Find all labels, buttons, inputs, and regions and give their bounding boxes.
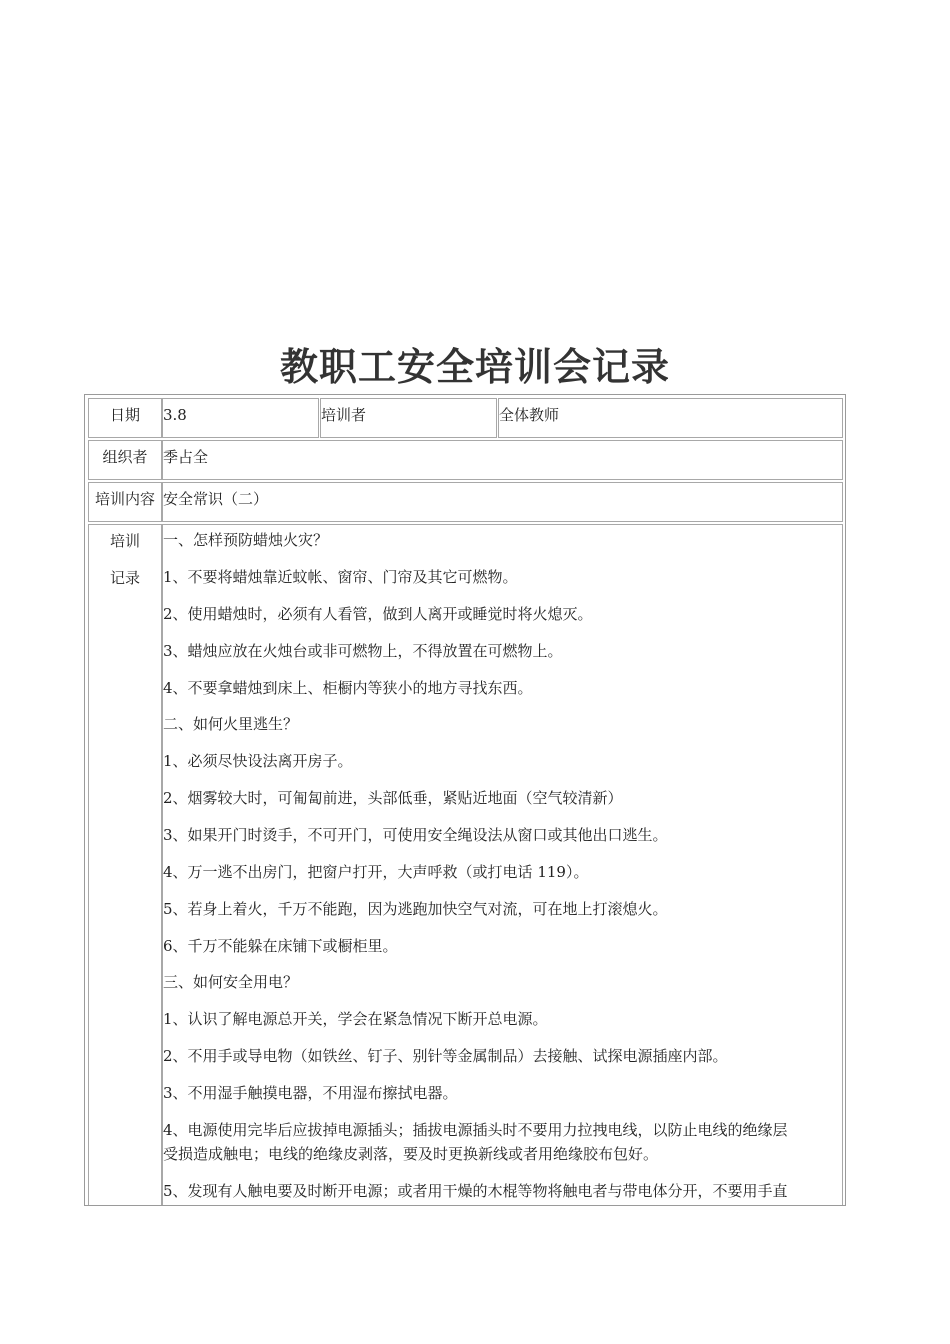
record-line: 二、如何火里逃生？ (163, 715, 299, 733)
trainer-value-cell (498, 398, 843, 438)
record-line: 6、千万不能躲在床铺下或橱柜里。 (163, 937, 398, 955)
record-line: 3、不用湿手触摸电器，不用湿布擦拭电器。 (163, 1084, 458, 1102)
record-line: 2、烟雾较大时，可匍匐前进，头部低垂，紧贴近地面（空气较清新） (163, 789, 623, 807)
organizer-value-cell (162, 440, 843, 480)
record-line: 三、如何安全用电？ (163, 973, 299, 991)
record-line: 1、必须尽快设法离开房子。 (163, 752, 353, 770)
page-title: 教职工安全培训会记录 (279, 344, 670, 389)
record-line: 1、认识了解电源总开关，学会在紧急情况下断开总电源。 (163, 1010, 548, 1028)
content-label-cell (88, 482, 162, 522)
record-line: 4、万一逃不出房门，把窗户打开，大声呼救（或打电话 119）。 (163, 863, 589, 881)
record-line: 1、不要将蜡烛靠近蚊帐、窗帘、门帘及其它可燃物。 (163, 568, 518, 586)
record-line: 2、使用蜡烛时，必须有人看管，做到人离开或睡觉时将火熄灭。 (163, 605, 593, 623)
trainer-value: 全体教师 (499, 406, 560, 424)
record-line: 3、蜡烛应放在火烛台或非可燃物上，不得放置在可燃物上。 (163, 642, 563, 660)
trainer-label-cell (320, 398, 497, 438)
organizer-value: 季占全 (163, 448, 209, 466)
training-record-table (84, 394, 846, 1206)
record-line: 4、不要拿蜡烛到床上、柜橱内等狭小的地方寻找东西。 (163, 679, 533, 697)
record-label-cell (88, 524, 162, 1206)
organizer-label: 组织者 (102, 448, 148, 466)
content-value-cell (162, 482, 843, 522)
record-line: 2、不用手或导电物（如铁丝、钉子、别针等金属制品）去接触、试探电源插座内部。 (163, 1047, 728, 1065)
record-line: 4、电源使用完毕后应拔掉电源插头；插拔电源插头时不要用力拉拽电线，以防止电线的绝缘层 (163, 1121, 788, 1139)
content-label: 培训内容 (94, 490, 155, 508)
record-label-line2: 记录 (109, 569, 140, 587)
trainer-label: 培训者 (321, 406, 367, 424)
date-label: 日期 (109, 406, 140, 424)
date-value: 3.8 (163, 406, 187, 424)
record-line: 5、发现有人触电要及时断开电源；或者用干燥的木棍等物将触电者与带电体分开，不要用手直 (163, 1182, 788, 1200)
record-line: 3、如果开门时烫手，不可开门，可使用安全绳设法从窗口或其他出口逃生。 (163, 826, 668, 844)
record-line: 一、怎样预防蜡烛火灾？ (163, 531, 329, 549)
organizer-label-cell (88, 440, 162, 480)
record-label-line1: 培训 (109, 532, 140, 550)
content-value: 安全常识（二） (163, 490, 269, 508)
record-line: 5、若身上着火，千万不能跑，因为逃跑加快空气对流，可在地上打滚熄火。 (163, 900, 668, 918)
date-value-cell (162, 398, 319, 438)
date-label-cell (88, 398, 162, 438)
record-line: 受损造成触电；电线的绝缘皮剥落，要及时更换新线或者用绝缘胶布包好。 (163, 1145, 659, 1163)
